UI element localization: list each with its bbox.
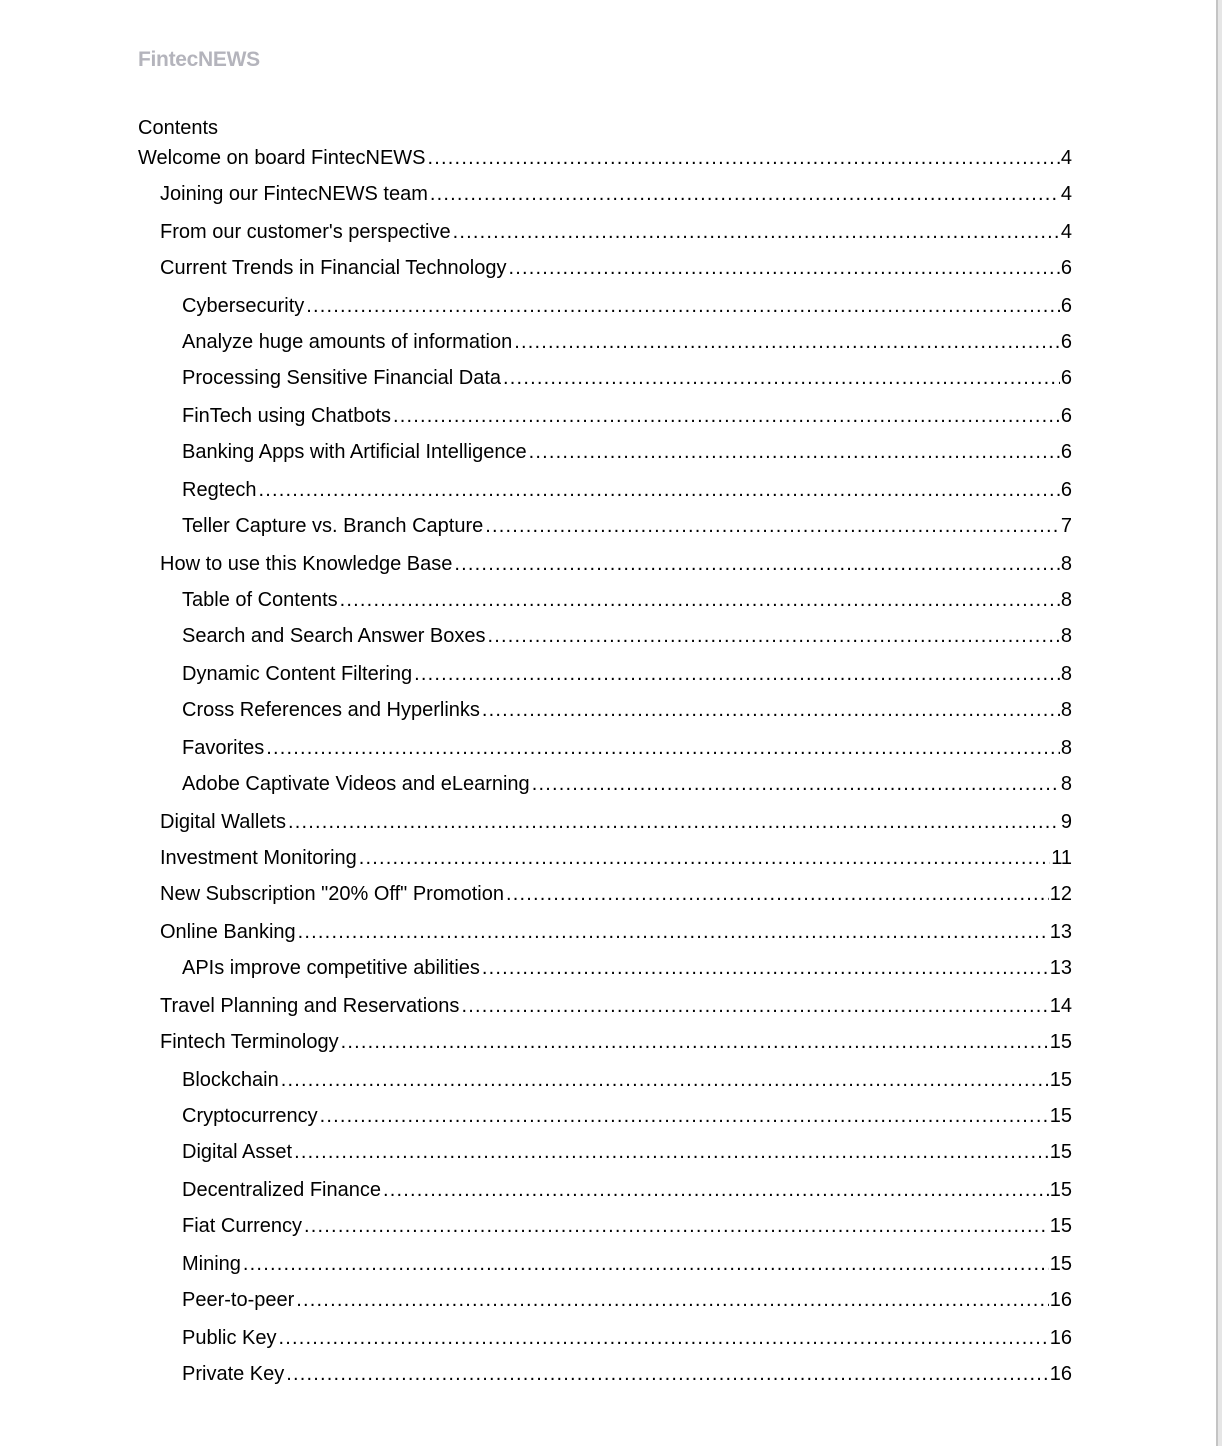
toc-entry-page-number[interactable]: 8 <box>1060 663 1072 685</box>
dot-leader <box>414 661 1060 687</box>
dot-leader <box>428 145 1060 171</box>
dot-leader <box>296 1287 1048 1313</box>
toc-entry[interactable] <box>182 955 1072 981</box>
toc-entry-page-number[interactable]: 7 <box>1060 515 1072 537</box>
dot-leader <box>259 477 1060 503</box>
dot-leader <box>506 881 1049 907</box>
toc-entry[interactable] <box>138 145 1072 171</box>
toc-entry-label[interactable]: Table of Contents <box>182 589 338 611</box>
toc-entry-label[interactable]: Teller Capture vs. Branch Capture <box>182 515 484 537</box>
toc-entry[interactable] <box>160 919 1072 945</box>
toc-entry[interactable] <box>160 255 1072 281</box>
toc-entry[interactable] <box>160 993 1072 1019</box>
toc-entry-label[interactable]: Online Banking <box>160 921 296 943</box>
toc-entry-label[interactable]: Dynamic Content Filtering <box>182 663 413 685</box>
toc-entry-label[interactable]: Fintech Terminology <box>160 1031 339 1053</box>
toc-entry-label[interactable]: Favorites <box>182 737 265 759</box>
contents-heading: Contents <box>138 117 219 139</box>
toc-entry[interactable] <box>182 329 1072 355</box>
toc-entry-label[interactable]: Cryptocurrency <box>182 1105 318 1127</box>
toc-entry-page-number[interactable]: 8 <box>1060 553 1072 575</box>
toc-entry-label[interactable]: Regtech <box>182 479 257 501</box>
toc-entry-label[interactable]: Digital Asset <box>182 1141 293 1163</box>
toc-entry[interactable] <box>182 771 1072 797</box>
toc-entry-page-number[interactable]: 6 <box>1060 479 1072 501</box>
toc-entry[interactable] <box>182 623 1072 649</box>
dot-leader <box>461 993 1048 1019</box>
toc-entry-page-number[interactable]: 15 <box>1049 1141 1072 1163</box>
toc-entry-label[interactable]: Blockchain <box>182 1069 279 1091</box>
toc-entry-label[interactable]: Public Key <box>182 1327 277 1349</box>
toc-entry-page-number[interactable]: 4 <box>1060 221 1072 243</box>
dot-leader <box>281 1067 1049 1093</box>
toc-entry[interactable] <box>182 403 1072 429</box>
dot-leader <box>488 623 1060 649</box>
dot-leader <box>485 513 1060 539</box>
toc-entry-label[interactable]: From our customer's perspective <box>160 221 451 243</box>
dot-leader <box>341 1029 1049 1055</box>
toc-entry[interactable] <box>182 587 1072 613</box>
dot-leader <box>306 293 1060 319</box>
toc-entry-page-number[interactable]: 15 <box>1049 1031 1072 1053</box>
toc-entry[interactable] <box>160 845 1072 871</box>
document-header: FintecNEWS <box>138 48 260 71</box>
toc-entry-page-number[interactable]: 6 <box>1060 295 1072 317</box>
toc-entry-page-number[interactable]: 15 <box>1049 1069 1072 1091</box>
dot-leader <box>279 1325 1049 1351</box>
toc-entry-page-number[interactable]: 16 <box>1049 1289 1072 1311</box>
toc-entry[interactable] <box>182 1103 1072 1129</box>
toc-entry[interactable] <box>182 1361 1072 1387</box>
toc-entry[interactable] <box>182 735 1072 761</box>
dot-leader <box>529 439 1060 465</box>
toc-entry[interactable] <box>182 1139 1072 1165</box>
toc-entry-label[interactable]: FinTech using Chatbots <box>182 405 392 427</box>
toc-entry-page-number[interactable]: 8 <box>1060 737 1072 759</box>
dot-leader <box>266 735 1060 761</box>
toc-entry-label[interactable]: Fiat Currency <box>182 1215 303 1237</box>
toc-entry-page-number[interactable]: 8 <box>1060 699 1072 721</box>
dot-leader <box>453 219 1060 245</box>
dot-leader <box>503 365 1060 391</box>
toc-entry[interactable] <box>160 219 1072 245</box>
toc-entry-label[interactable]: Banking Apps with Artificial Intelligence <box>182 441 527 463</box>
toc-entry-page-number[interactable]: 6 <box>1060 441 1072 463</box>
toc-entry-page-number[interactable]: 8 <box>1060 773 1072 795</box>
dot-leader <box>532 771 1060 797</box>
toc-entry-page-number[interactable]: 8 <box>1060 589 1072 611</box>
toc-entry-label[interactable]: Joining our FintecNEWS team <box>160 183 428 205</box>
toc-entry-page-number[interactable]: 4 <box>1060 183 1072 205</box>
toc-entry[interactable] <box>182 1325 1072 1351</box>
toc-entry[interactable] <box>182 697 1072 723</box>
toc-entry-page-number[interactable]: 15 <box>1049 1215 1072 1237</box>
toc-entry[interactable] <box>182 513 1072 539</box>
toc-entry-label[interactable]: Processing Sensitive Financial Data <box>182 367 502 389</box>
dot-leader <box>359 845 1050 871</box>
toc-entry-page-number[interactable]: 6 <box>1060 331 1072 353</box>
toc-entry-label[interactable]: Search and Search Answer Boxes <box>182 625 486 647</box>
dot-leader <box>393 403 1060 429</box>
toc-entry-page-number[interactable]: 16 <box>1049 1363 1072 1385</box>
toc-entry-label[interactable]: Mining <box>182 1253 241 1275</box>
toc-entry-page-number[interactable]: 15 <box>1049 1253 1072 1275</box>
toc-entry[interactable] <box>160 181 1072 207</box>
toc-entry-page-number[interactable]: 12 <box>1049 883 1072 905</box>
toc-entry-label[interactable]: Investment Monitoring <box>160 847 357 869</box>
toc-entry[interactable] <box>160 1029 1072 1055</box>
dot-leader <box>320 1103 1049 1129</box>
toc-entry-page-number[interactable]: 6 <box>1060 367 1072 389</box>
toc-entry-label[interactable]: Cross References and Hyperlinks <box>182 699 480 721</box>
toc-entry-page-number[interactable]: 14 <box>1049 995 1072 1017</box>
toc-entry[interactable] <box>160 551 1072 577</box>
toc-entry-label[interactable]: Digital Wallets <box>160 811 286 833</box>
dot-leader <box>482 955 1049 981</box>
toc-entry[interactable] <box>160 881 1072 907</box>
toc-entry[interactable] <box>182 661 1072 687</box>
toc-entry-label[interactable]: How to use this Knowledge Base <box>160 553 453 575</box>
toc-entry-label[interactable]: Current Trends in Financial Technology <box>160 257 507 279</box>
toc-entry[interactable] <box>182 1177 1072 1203</box>
toc-entry-label[interactable]: APIs improve competitive abilities <box>182 957 480 979</box>
toc-entry-label[interactable]: Adobe Captivate Videos and eLearning <box>182 773 530 795</box>
toc-entry-page-number[interactable]: 15 <box>1049 1105 1072 1127</box>
dot-leader <box>383 1177 1049 1203</box>
dot-leader <box>288 809 1060 835</box>
dot-leader <box>430 181 1060 207</box>
toc-entry[interactable] <box>182 293 1072 319</box>
toc-entry[interactable] <box>182 365 1072 391</box>
toc-entry-page-number[interactable]: 13 <box>1049 957 1072 979</box>
toc-entry-page-number[interactable]: 8 <box>1060 625 1072 647</box>
toc-entry-label[interactable]: Welcome on board FintecNEWS <box>138 147 426 169</box>
toc-entry-label[interactable]: Decentralized Finance <box>182 1179 381 1201</box>
dot-leader <box>340 587 1060 613</box>
dot-leader <box>454 551 1059 577</box>
dot-leader <box>294 1139 1049 1165</box>
dot-leader <box>286 1361 1048 1387</box>
toc-entry-page-number[interactable]: 6 <box>1060 405 1072 427</box>
toc-entry-page-number[interactable]: 6 <box>1060 257 1072 279</box>
dot-leader <box>508 255 1059 281</box>
toc-entry-label[interactable]: New Subscription "20% Off" Promotion <box>160 883 504 905</box>
toc-entry-label[interactable]: Analyze huge amounts of information <box>182 331 513 353</box>
toc-entry-page-number[interactable]: 13 <box>1049 921 1072 943</box>
toc-entry[interactable] <box>182 439 1072 465</box>
dot-leader <box>304 1213 1049 1239</box>
toc-entry-label[interactable]: Travel Planning and Reservations <box>160 995 460 1017</box>
toc-entry-page-number[interactable]: 16 <box>1049 1327 1072 1349</box>
toc-entry-label[interactable]: Peer-to-peer <box>182 1289 295 1311</box>
page-edge <box>1216 0 1222 1446</box>
toc-entry-label[interactable]: Private Key <box>182 1363 285 1385</box>
toc-entry-page-number[interactable]: 9 <box>1060 811 1072 833</box>
toc-entry[interactable] <box>182 1213 1072 1239</box>
toc-entry-page-number[interactable]: 11 <box>1051 847 1072 869</box>
toc-entry[interactable] <box>182 477 1072 503</box>
toc-entry-label[interactable]: Cybersecurity <box>182 295 305 317</box>
toc-entry[interactable] <box>160 809 1072 835</box>
dot-leader <box>298 919 1049 945</box>
toc-entry[interactable] <box>182 1251 1072 1277</box>
toc-entry[interactable] <box>182 1287 1072 1313</box>
dot-leader <box>243 1251 1049 1277</box>
dot-leader <box>514 329 1060 355</box>
toc-entry-page-number[interactable]: 4 <box>1060 147 1072 169</box>
toc-entry-page-number[interactable]: 15 <box>1049 1179 1072 1201</box>
toc-entry[interactable] <box>182 1067 1072 1093</box>
dot-leader <box>482 697 1060 723</box>
